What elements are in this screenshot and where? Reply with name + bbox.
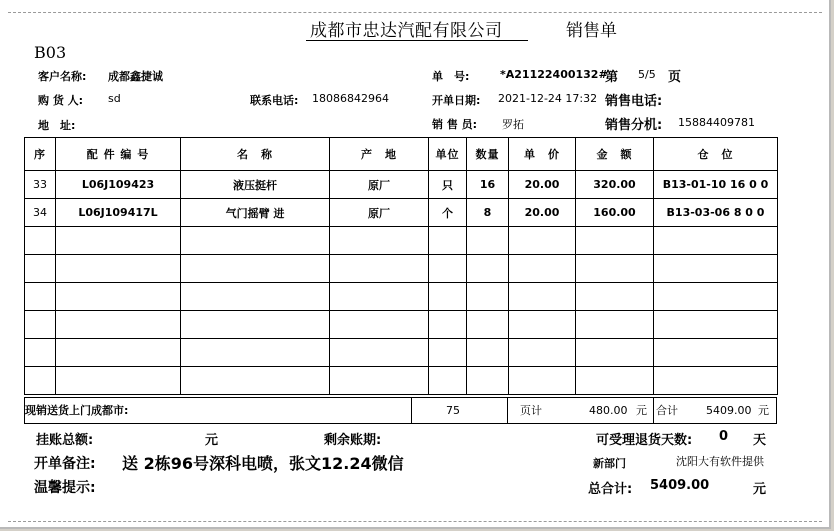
cell-seq: 34 <box>25 199 56 227</box>
bottom-dashed-divider <box>8 521 822 522</box>
header-origin: 产 地 <box>330 138 429 171</box>
table-row <box>25 339 778 367</box>
table-row <box>25 199 778 227</box>
buyer-label: 购 货 人: <box>38 94 84 107</box>
header-qty: 数量 <box>467 138 509 171</box>
credit-unit: 元 <box>205 433 219 448</box>
cell-name <box>181 367 330 395</box>
date-value: 2021-12-24 17:32 <box>498 92 598 105</box>
cell-part-no: L06J109423 <box>56 171 181 199</box>
cell-amount: 160.00 <box>576 199 654 227</box>
cell-price <box>509 227 576 255</box>
cell-price <box>509 339 576 367</box>
return-days-label: 可受理退货天数: <box>596 433 693 448</box>
sales-phone-label: 销售电话: <box>605 94 663 109</box>
cell-name: 气门摇臂 进 <box>181 199 330 227</box>
summary-divider <box>411 398 412 423</box>
header-seq: 序 <box>25 138 56 171</box>
cell-part-no <box>56 367 181 395</box>
salesperson-value: 罗拓 <box>502 118 524 131</box>
cell-location <box>654 255 778 283</box>
cell-part-no <box>56 339 181 367</box>
total-label: 总合计: <box>588 482 633 497</box>
cell-price <box>509 311 576 339</box>
cell-qty <box>467 339 509 367</box>
cell-part-no <box>56 283 181 311</box>
software-provider: 沈阳大有软件提供 <box>676 455 764 468</box>
cell-name <box>181 283 330 311</box>
cell-seq <box>25 311 56 339</box>
order-no-label: 单 号: <box>432 70 470 83</box>
cell-part-no <box>56 311 181 339</box>
date-label: 开单日期: <box>432 94 481 107</box>
credit-label: 挂账总额: <box>36 433 94 448</box>
cell-location: B13-01-10 16 0 0 <box>654 171 778 199</box>
phone-label: 联系电话: <box>250 94 299 107</box>
return-days-value: 0 <box>719 429 729 444</box>
cell-qty <box>467 255 509 283</box>
cell-amount <box>576 339 654 367</box>
top-dashed-divider <box>8 12 822 13</box>
cell-name: 液压挺杆 <box>181 171 330 199</box>
cell-price <box>509 255 576 283</box>
cell-unit <box>429 339 467 367</box>
cell-price: 20.00 <box>509 171 576 199</box>
cell-seq <box>25 283 56 311</box>
header-amount: 金 额 <box>576 138 654 171</box>
cell-part-no <box>56 227 181 255</box>
cell-qty: 16 <box>467 171 509 199</box>
cell-origin: 原厂 <box>330 171 429 199</box>
header-location: 仓 位 <box>654 138 778 171</box>
cell-origin <box>330 283 429 311</box>
table-row <box>25 171 778 199</box>
table-header-row <box>25 138 778 171</box>
grand-total-label: 合计 <box>656 404 678 417</box>
summary-row <box>24 397 777 424</box>
delivery-note: 现销送货上门成都市: <box>25 404 129 417</box>
total-unit: 元 <box>753 482 767 497</box>
cell-qty <box>467 283 509 311</box>
cell-qty <box>467 367 509 395</box>
table-row <box>25 311 778 339</box>
grand-total-unit: 元 <box>758 404 769 417</box>
cell-part-no <box>56 255 181 283</box>
cell-location <box>654 227 778 255</box>
cell-origin <box>330 255 429 283</box>
table-row <box>25 227 778 255</box>
cell-amount <box>576 255 654 283</box>
tips-label: 温馨提示: <box>34 480 96 496</box>
cell-origin <box>330 339 429 367</box>
summary-divider <box>653 398 654 423</box>
cell-name <box>181 311 330 339</box>
cell-unit <box>429 227 467 255</box>
document-type: 销售单 <box>566 21 617 41</box>
cell-seq <box>25 339 56 367</box>
cell-unit: 只 <box>429 171 467 199</box>
title-underline <box>306 40 528 41</box>
header-part-no: 配 件 编 号 <box>56 138 181 171</box>
table-row <box>25 283 778 311</box>
remaining-period-label: 剩余账期: <box>324 433 382 448</box>
summary-divider <box>507 398 508 423</box>
cell-location <box>654 311 778 339</box>
header-name: 名 称 <box>181 138 330 171</box>
total-value: 5409.00 <box>650 478 710 493</box>
page-total-value: 480.00 <box>589 404 628 417</box>
remark-value: 送 2栋96号深科电喷，张文12.24微信 <box>122 454 404 473</box>
address-label: 地 址: <box>38 119 76 132</box>
cell-amount <box>576 311 654 339</box>
customer-value: 成都鑫捷诚 <box>108 70 163 83</box>
cell-unit <box>429 367 467 395</box>
cell-qty <box>467 227 509 255</box>
items-table <box>24 137 778 395</box>
cell-location <box>654 339 778 367</box>
cell-qty <box>467 311 509 339</box>
cell-amount <box>576 367 654 395</box>
cell-price: 20.00 <box>509 199 576 227</box>
page-value: 5/5 <box>638 68 656 81</box>
cell-unit: 个 <box>429 199 467 227</box>
cell-part-no: L06J109417L <box>56 199 181 227</box>
cell-unit <box>429 255 467 283</box>
table-row <box>25 367 778 395</box>
cell-seq <box>25 227 56 255</box>
cell-name <box>181 339 330 367</box>
cell-amount: 320.00 <box>576 171 654 199</box>
phone-value: 18086842964 <box>312 92 389 105</box>
cell-origin <box>330 367 429 395</box>
cell-name <box>181 255 330 283</box>
cell-amount <box>576 283 654 311</box>
cell-seq: 33 <box>25 171 56 199</box>
cell-origin <box>330 311 429 339</box>
page-suffix: 页 <box>668 70 682 85</box>
page-total-unit: 元 <box>636 404 647 417</box>
total-quantity: 75 <box>446 404 460 417</box>
cell-origin: 原厂 <box>330 199 429 227</box>
cell-amount <box>576 227 654 255</box>
cell-unit <box>429 283 467 311</box>
cell-seq <box>25 367 56 395</box>
cell-location <box>654 283 778 311</box>
customer-label: 客户名称: <box>38 70 87 83</box>
cell-price <box>509 283 576 311</box>
order-no-value: *A21122400132# <box>500 68 608 81</box>
department-label: 新部门 <box>593 457 626 470</box>
cell-qty: 8 <box>467 199 509 227</box>
table-row <box>25 255 778 283</box>
extension-value: 15884409781 <box>678 116 755 129</box>
cell-location <box>654 367 778 395</box>
cell-unit <box>429 311 467 339</box>
extension-label: 销售分机: <box>605 118 663 133</box>
cell-seq <box>25 255 56 283</box>
buyer-value: sd <box>108 92 121 105</box>
company-title: 成都市忠达汽配有限公司 <box>310 21 503 41</box>
cell-location: B13-03-06 8 0 0 <box>654 199 778 227</box>
page-total-label: 页计 <box>520 404 542 417</box>
cell-name <box>181 227 330 255</box>
remark-label: 开单备注: <box>34 456 96 472</box>
document-code: B03 <box>34 43 67 62</box>
page-label: 第 <box>605 70 619 85</box>
cell-origin <box>330 227 429 255</box>
grand-total-value: 5409.00 <box>706 404 752 417</box>
header-unit: 单位 <box>429 138 467 171</box>
return-days-unit: 天 <box>753 433 767 448</box>
salesperson-label: 销 售 员: <box>432 118 478 131</box>
cell-price <box>509 367 576 395</box>
header-price: 单 价 <box>509 138 576 171</box>
